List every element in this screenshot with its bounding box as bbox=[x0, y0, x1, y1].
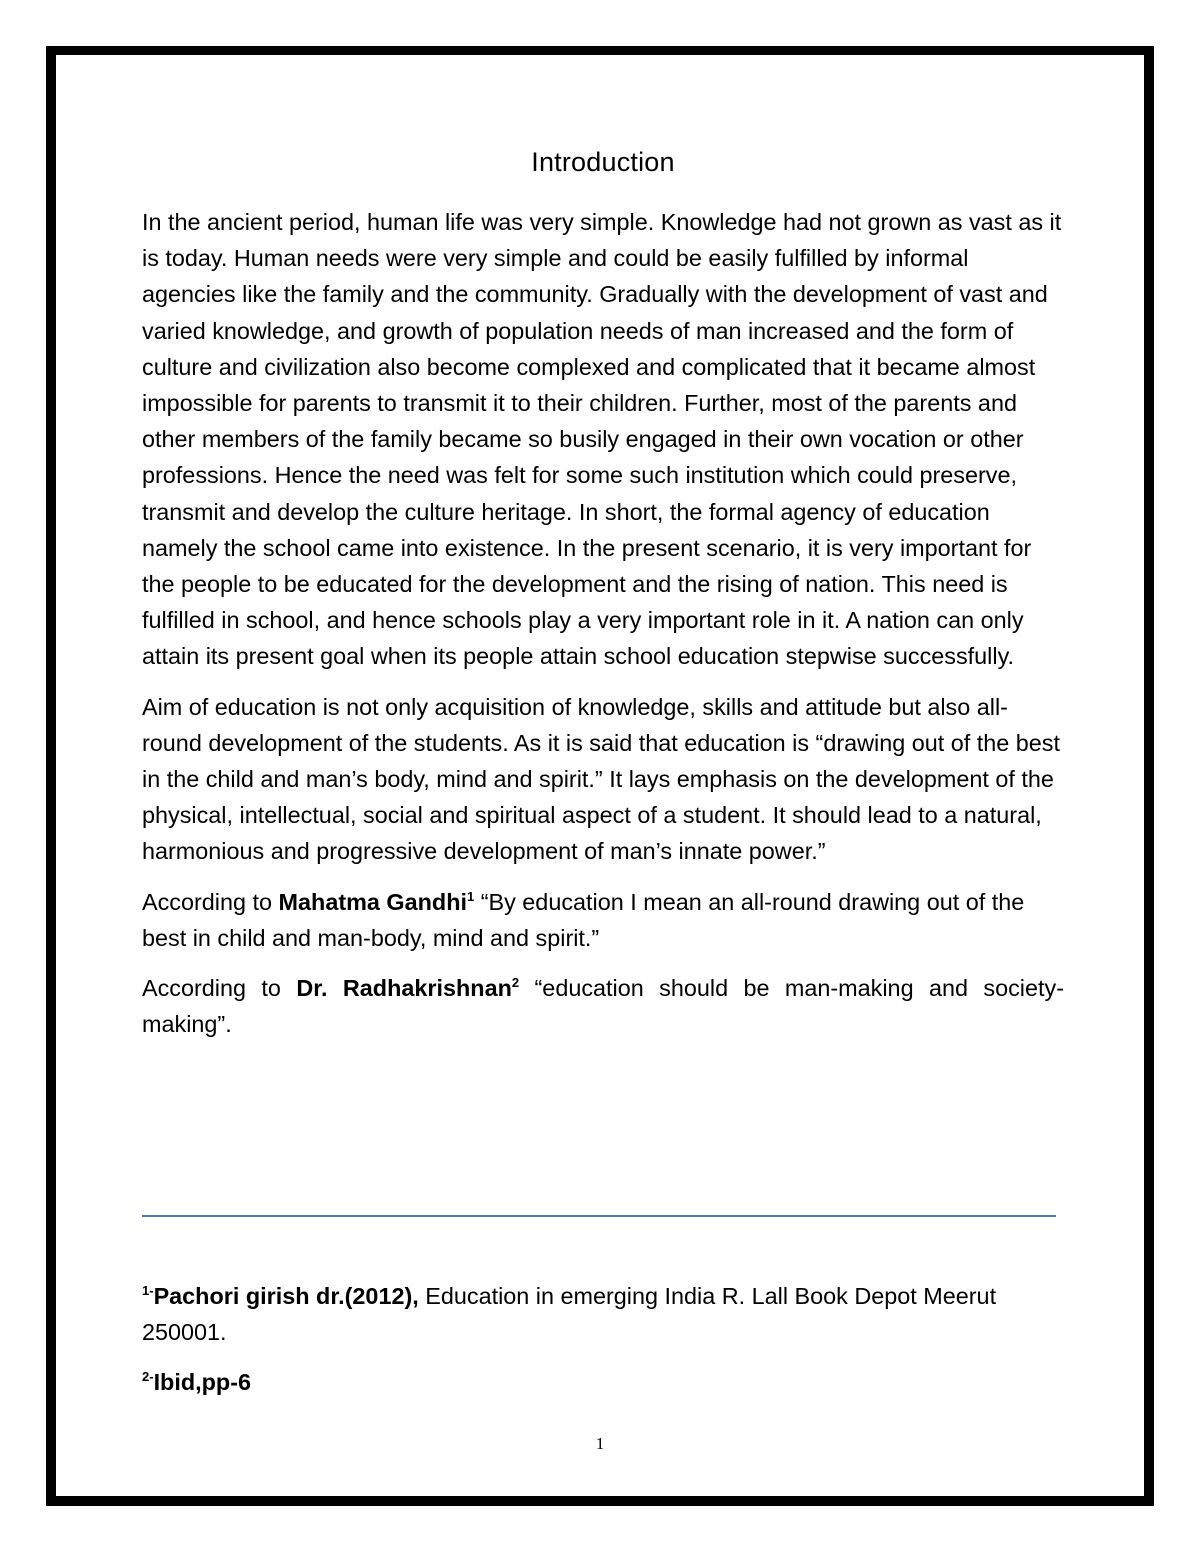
footnote-marker: 2- bbox=[142, 1369, 154, 1385]
footnote-separator bbox=[142, 1215, 1056, 1217]
paragraph-aim-of-education: Aim of education is not only acquisition of knowledge, skills and attitude but also all-round development of the students. As it is said that education is “drawing out of the best in the child and man’s body, mind and spirit.” It lays emphasis on the development of the physical, intellectual, social and spiritual aspect of a student. It should lead to a natural, harmonious and progressive development of man’s innate power.” bbox=[142, 693, 1060, 865]
footnote-marker: 1- bbox=[142, 1283, 154, 1299]
quote-prefix: According to bbox=[142, 975, 297, 1002]
footnote-1 bbox=[142, 1278, 1064, 1350]
quote-author-name: Mahatma Gandhi bbox=[278, 888, 467, 915]
quote-text: “education should be man-making and society-making”. bbox=[142, 975, 1064, 1038]
footnote-text: Education in emerging India R. Lall Book Depot Meerut 250001. bbox=[142, 1283, 997, 1346]
quote-prefix: According to bbox=[142, 888, 279, 915]
document-body bbox=[142, 140, 1064, 1056]
paragraph-ancient-period: In the ancient period, human life was very simple. Knowledge had not grown as vast as it is today. Human needs were very simple and could be easily fulfilled by informal agencies like the family and the community. Gradually with the development of vast and varied knowledge, and growth of population needs of man increased and the form of culture and civilization also become complexed and complicated that it became almost impossible for parents to transmit it to their children. Further, most of the parents and other members of the family became so busily engaged in their own vocation or other professions. Hence the need was felt for some such institution which could preserve, transmit and develop the culture heritage. In short, the formal agency of education namely the school came into existence. In the present scenario, it is very important for the people to be educated for the development and the rising of nation. This need is fulfilled in school, and hence schools play a very important role in it. A nation can only attain its present goal when its people attain school education stepwise successfully. bbox=[142, 209, 1062, 670]
page-title: Introduction bbox=[531, 147, 675, 177]
footnote-2 bbox=[142, 1364, 1064, 1400]
quote-text: “By education I mean an all-round drawing out of the best in child and man-body, mind and spirit.” bbox=[142, 888, 1025, 951]
footnote-citation: Ibid,pp-6 bbox=[153, 1369, 252, 1396]
quote-dr-radhakrishnan bbox=[142, 970, 1064, 1042]
footnote-citation: Pachori girish dr.(2012), bbox=[153, 1283, 419, 1309]
page-number: 1 bbox=[595, 1434, 605, 1453]
quote-author-name: Dr. Radhakrishnan bbox=[296, 975, 512, 1002]
footnote-ref: 2 bbox=[511, 975, 520, 991]
footnote-ref: 1 bbox=[466, 888, 475, 904]
quote-mahatma-gandhi bbox=[142, 884, 1064, 956]
footnotes bbox=[142, 1278, 1064, 1415]
